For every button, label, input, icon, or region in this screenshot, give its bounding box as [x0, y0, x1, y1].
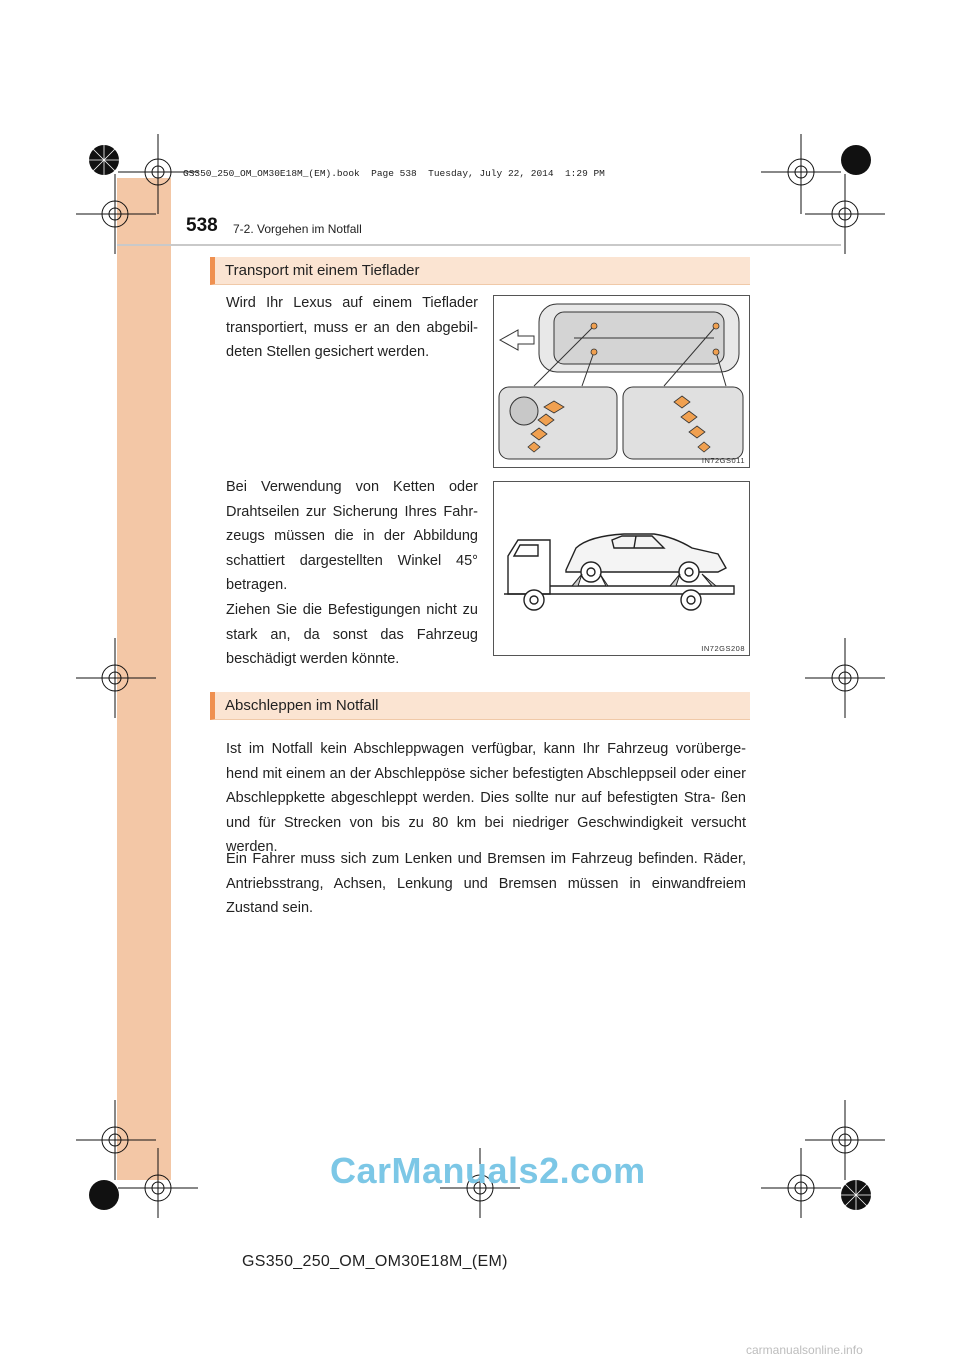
section-heading-emergency-towing: [210, 692, 750, 720]
paragraph-towing-emergency: Ist im Notfall kein Abschleppwagen verfügbar, kann Ihr Fahrzeug vorüberge- hend mit einem an der Abschleppöse sicher befestigten Abschleppseil oder einer Abschleppkette abgeschleppt werden. Dies sollte nur auf befestigten Stra- ßen und für Strecken von bis zu 80 km bei niedriger Geschwindigkeit versucht werden.: [226, 741, 746, 855]
figure-code: IN72GS208: [701, 644, 745, 653]
site-watermark: carmanualsonline.info: [746, 1343, 863, 1357]
figure-code: IN72GS011: [701, 456, 745, 465]
header-divider: [117, 244, 841, 246]
paragraph-driver-requirements: Ein Fahrer muss sich zum Lenken und Bremsen im Fahrzeug befinden. Räder, Antriebsstrang, Achsen, Lenkung und Bremsen müssen in einwandfreiem Zustand sein.: [226, 851, 746, 916]
figure-flatbed-truck: [493, 481, 750, 656]
paragraph-transport-intro: Wird Ihr Lexus auf einem Tieflader transportiert, muss er an den abgebil- deten Stellen gesichert werden.: [226, 295, 478, 360]
flatbed-truck-illustration: [494, 482, 749, 655]
watermark-text: CarManuals2.com: [330, 1150, 646, 1191]
chapter-title: 7-2. Vorgehen im Notfall: [233, 222, 362, 236]
paragraph-chain-angle: Bei Verwendung von Ketten oder Drahtseilen zur Sicherung Ihres Fahr- zeugs müssen die in der Abbildung schattiert dargestellten Winkel 45° betragen.: [226, 479, 478, 593]
footer-doc-code: GS350_250_OM_OM30E18M_(EM): [242, 1253, 508, 1270]
page-number: 538: [186, 215, 218, 236]
section-heading-transport: [210, 257, 750, 285]
section-title: Abschleppen im Notfall: [225, 697, 379, 714]
book-info-line: GS350_250_OM_OM30E18M_(EM).book Page 538 Tuesday, July 22, 2014 1:29 PM: [183, 168, 605, 179]
section-title: Transport mit einem Tieflader: [225, 262, 420, 279]
car-underbody-illustration: [494, 296, 749, 467]
page-sidebar-band: [117, 178, 171, 1180]
paragraph-tighten-warning: Ziehen Sie die Befestigungen nicht zu stark an, da sonst das Fahrzeug beschädigt werden könnte.: [226, 602, 478, 667]
figure-tie-down-points: [493, 295, 750, 468]
